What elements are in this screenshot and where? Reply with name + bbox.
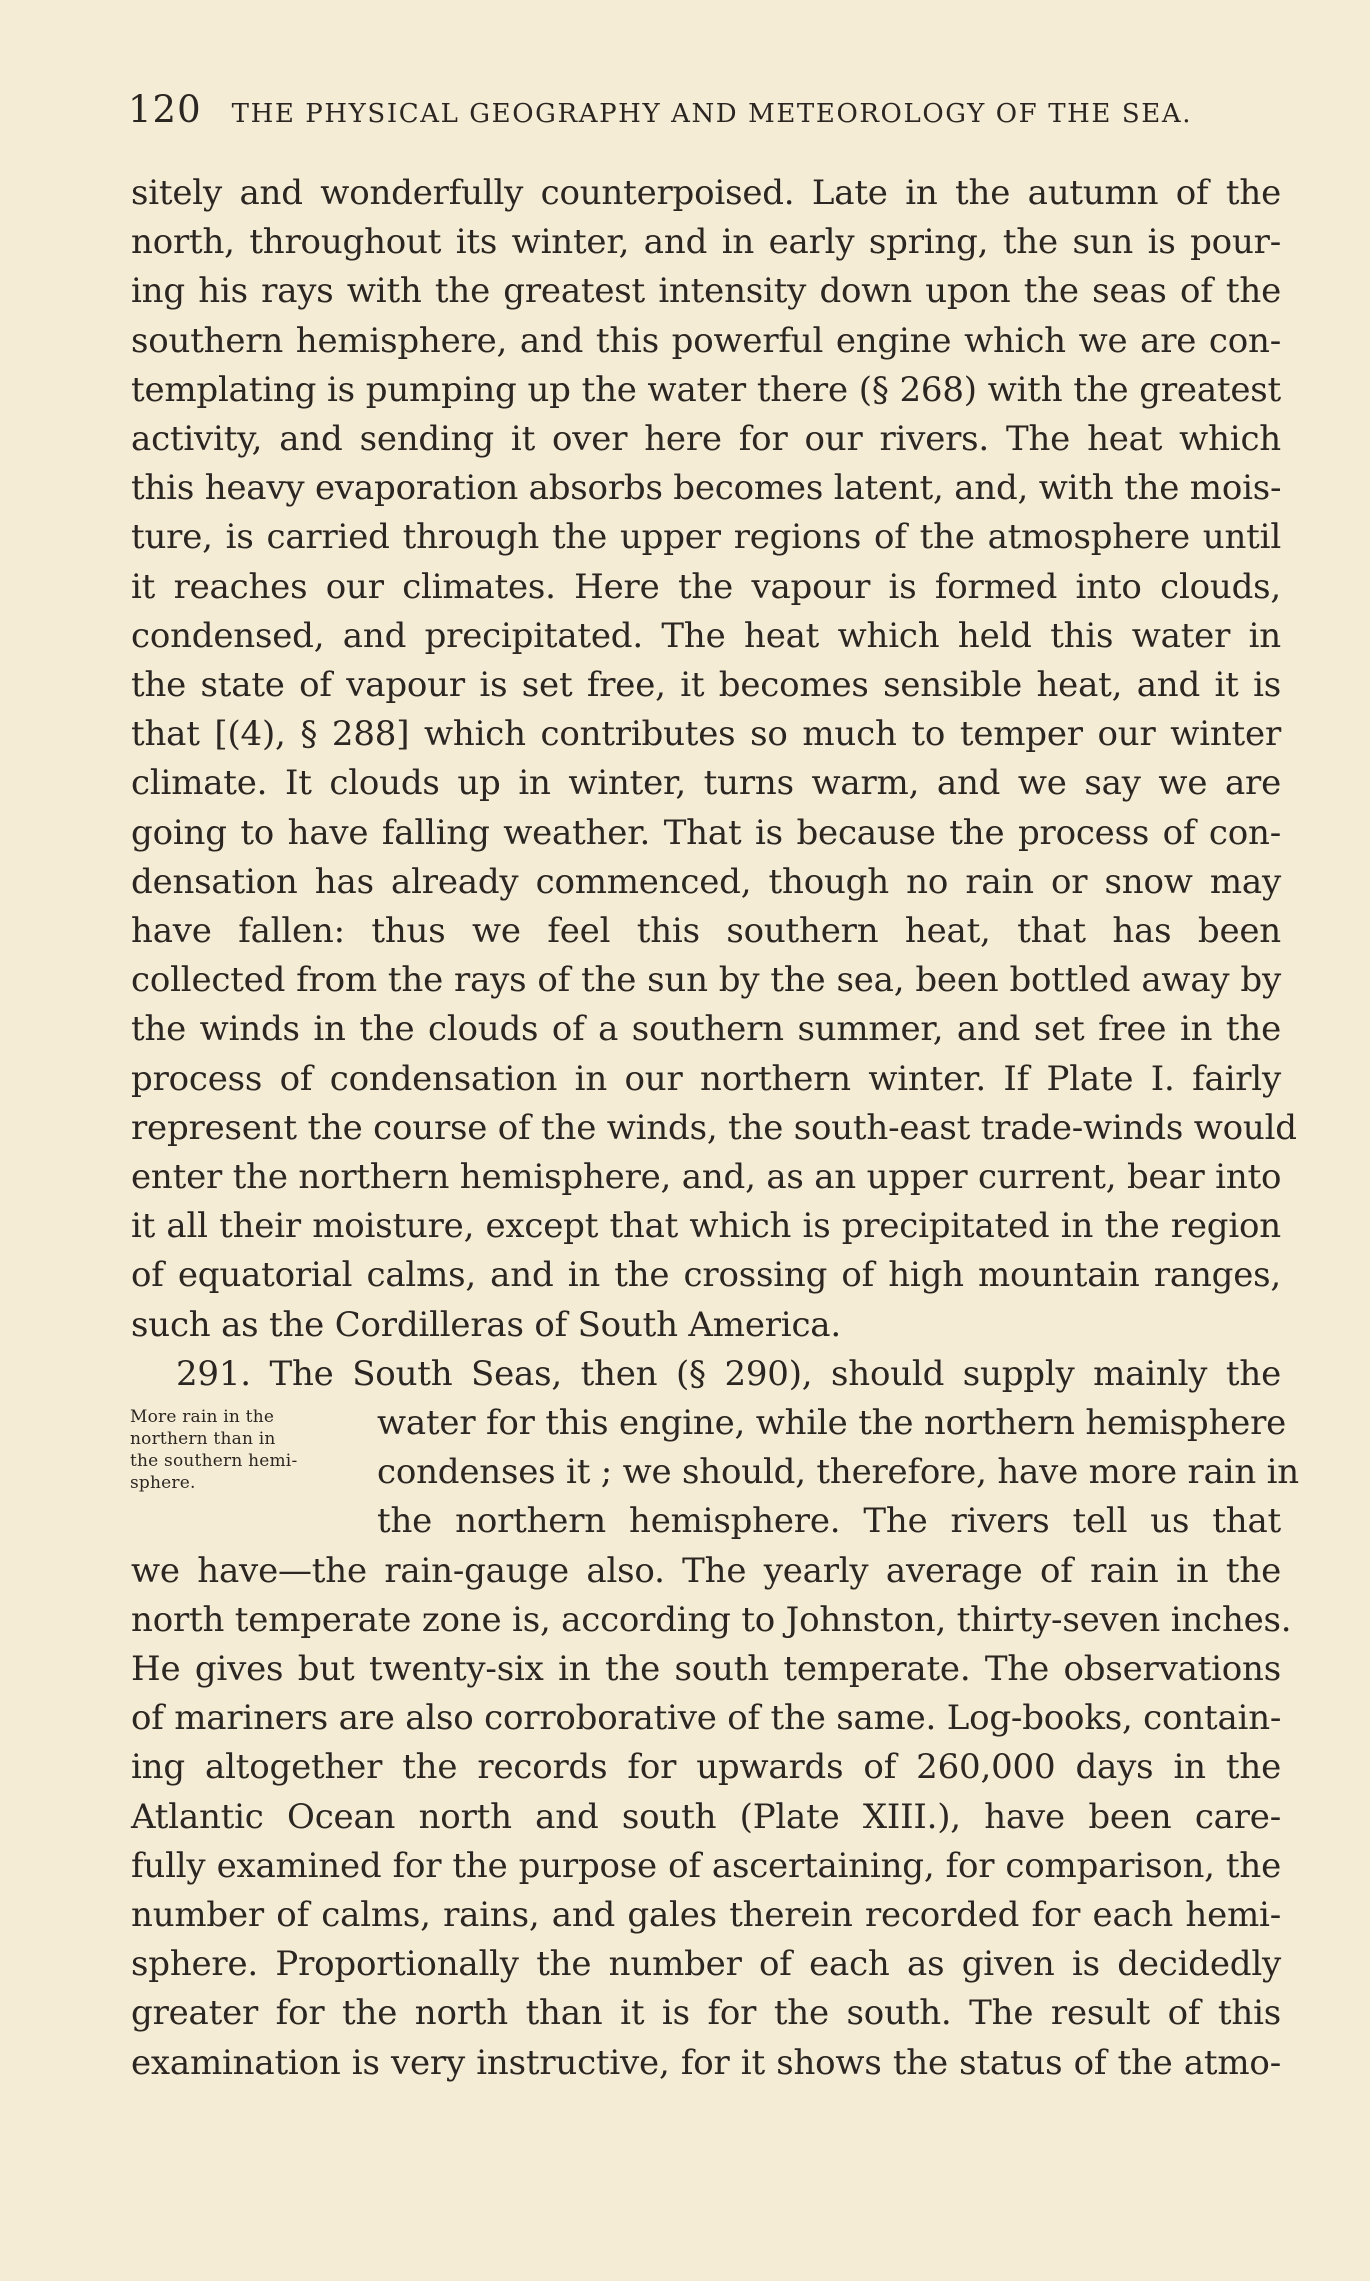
text-line: ture, is carried through the upper regions of the atmosphere until xyxy=(131,517,1281,557)
text-line: water for this engine, while the northern hemisphere xyxy=(377,1403,1287,1443)
text-line: He gives but twenty-six in the south temperate. The observations xyxy=(131,1649,1281,1689)
text-line: process of condensation in our northern winter. If Plate I. fairly xyxy=(131,1059,1281,1099)
text-line: sphere. Proportionally the number of each as given is decidedly xyxy=(131,1944,1281,1984)
text-line: this heavy evaporation absorbs becomes latent, and, with the mois- xyxy=(131,468,1282,508)
text-line: number of calms, rains, and gales therein recorded for each hemi- xyxy=(131,1895,1281,1935)
text-line: southern hemisphere, and this powerful engine which we are con- xyxy=(131,321,1281,361)
text-line: greater for the north than it is for the south. The result of this xyxy=(131,1993,1281,2033)
text-line: it reaches our climates. Here the vapour is formed into clouds, xyxy=(131,567,1281,607)
text-line: north, throughout its winter, and in early spring, the sun is pour- xyxy=(131,222,1281,262)
text-line: sitely and wonderfully counterpoised. Late in the autumn of the xyxy=(131,173,1281,213)
text-line: ing his rays with the greatest intensity down upon the seas of the xyxy=(131,271,1281,311)
text-line: represent the course of the winds, the south-east trade-winds would xyxy=(131,1108,1297,1148)
text-line: climate. It clouds up in winter, turns warm, and we say we are xyxy=(131,763,1281,803)
text-line: Atlantic Ocean north and south (Plate XIII.), have been care- xyxy=(131,1797,1281,1837)
text-line: of mariners are also corroborative of the same. Log-books, contain- xyxy=(131,1698,1282,1738)
text-line: north temperate zone is, according to Johnston, thirty-seven inches. xyxy=(131,1600,1292,1640)
text-line: the northern hemisphere. The rivers tell us that xyxy=(377,1501,1281,1541)
text-line: templating is pumping up the water there (§ 268) with the greatest xyxy=(131,370,1281,410)
page-number: 120 xyxy=(128,88,202,131)
text-line: activity, and sending it over here for our rivers. The heat which xyxy=(131,419,1281,459)
text-line: condensed, and precipitated. The heat which held this water in xyxy=(131,616,1281,656)
text-line: that [(4), § 288] which contributes so much to temper our winter xyxy=(131,714,1281,754)
text-line: collected from the rays of the sun by the sea, been bottled away by xyxy=(131,960,1281,1000)
text-line: fully examined for the purpose of ascertaining, for comparison, the xyxy=(131,1846,1281,1886)
text-line: of equatorial calms, and in the crossing of high mountain ranges, xyxy=(131,1255,1281,1295)
text-line: have fallen: thus we feel this southern heat, that has been xyxy=(131,911,1281,951)
running-title: THE PHYSICAL GEOGRAPHY AND METEOROLOGY OF THE SEA. xyxy=(231,99,1193,129)
text-line: enter the northern hemisphere, and, as an upper current, bear into xyxy=(131,1157,1282,1197)
text-line: it all their moisture, except that which is precipitated in the region xyxy=(131,1206,1281,1246)
text-line: going to have falling weather. That is because the process of con- xyxy=(131,813,1281,853)
text-line: the winds in the clouds of a southern summer, and set free in the xyxy=(131,1009,1281,1049)
text-line: the state of vapour is set free, it becomes sensible heat, and it is xyxy=(131,665,1281,705)
text-line: ing altogether the records for upwards of 260,000 days in the xyxy=(131,1747,1281,1787)
text-line: we have—the rain-gauge also. The yearly average of rain in the xyxy=(131,1551,1281,1591)
margin-note: More rain in the northern than in the southern hemi- sphere. xyxy=(130,1407,298,1493)
page-header xyxy=(128,88,1228,140)
text-line: densation has already commenced, though no rain or snow may xyxy=(131,862,1281,902)
text-line: such as the Cordilleras of South America. xyxy=(131,1305,841,1345)
paragraph-291-first-line: 291. The South Seas, then (§ 290), should supply mainly the xyxy=(176,1354,1281,1394)
text-line: examination is very instructive, for it shows the status of the atmo- xyxy=(131,2043,1281,2083)
text-line: condenses it ; we should, therefore, have more rain in xyxy=(377,1452,1299,1492)
